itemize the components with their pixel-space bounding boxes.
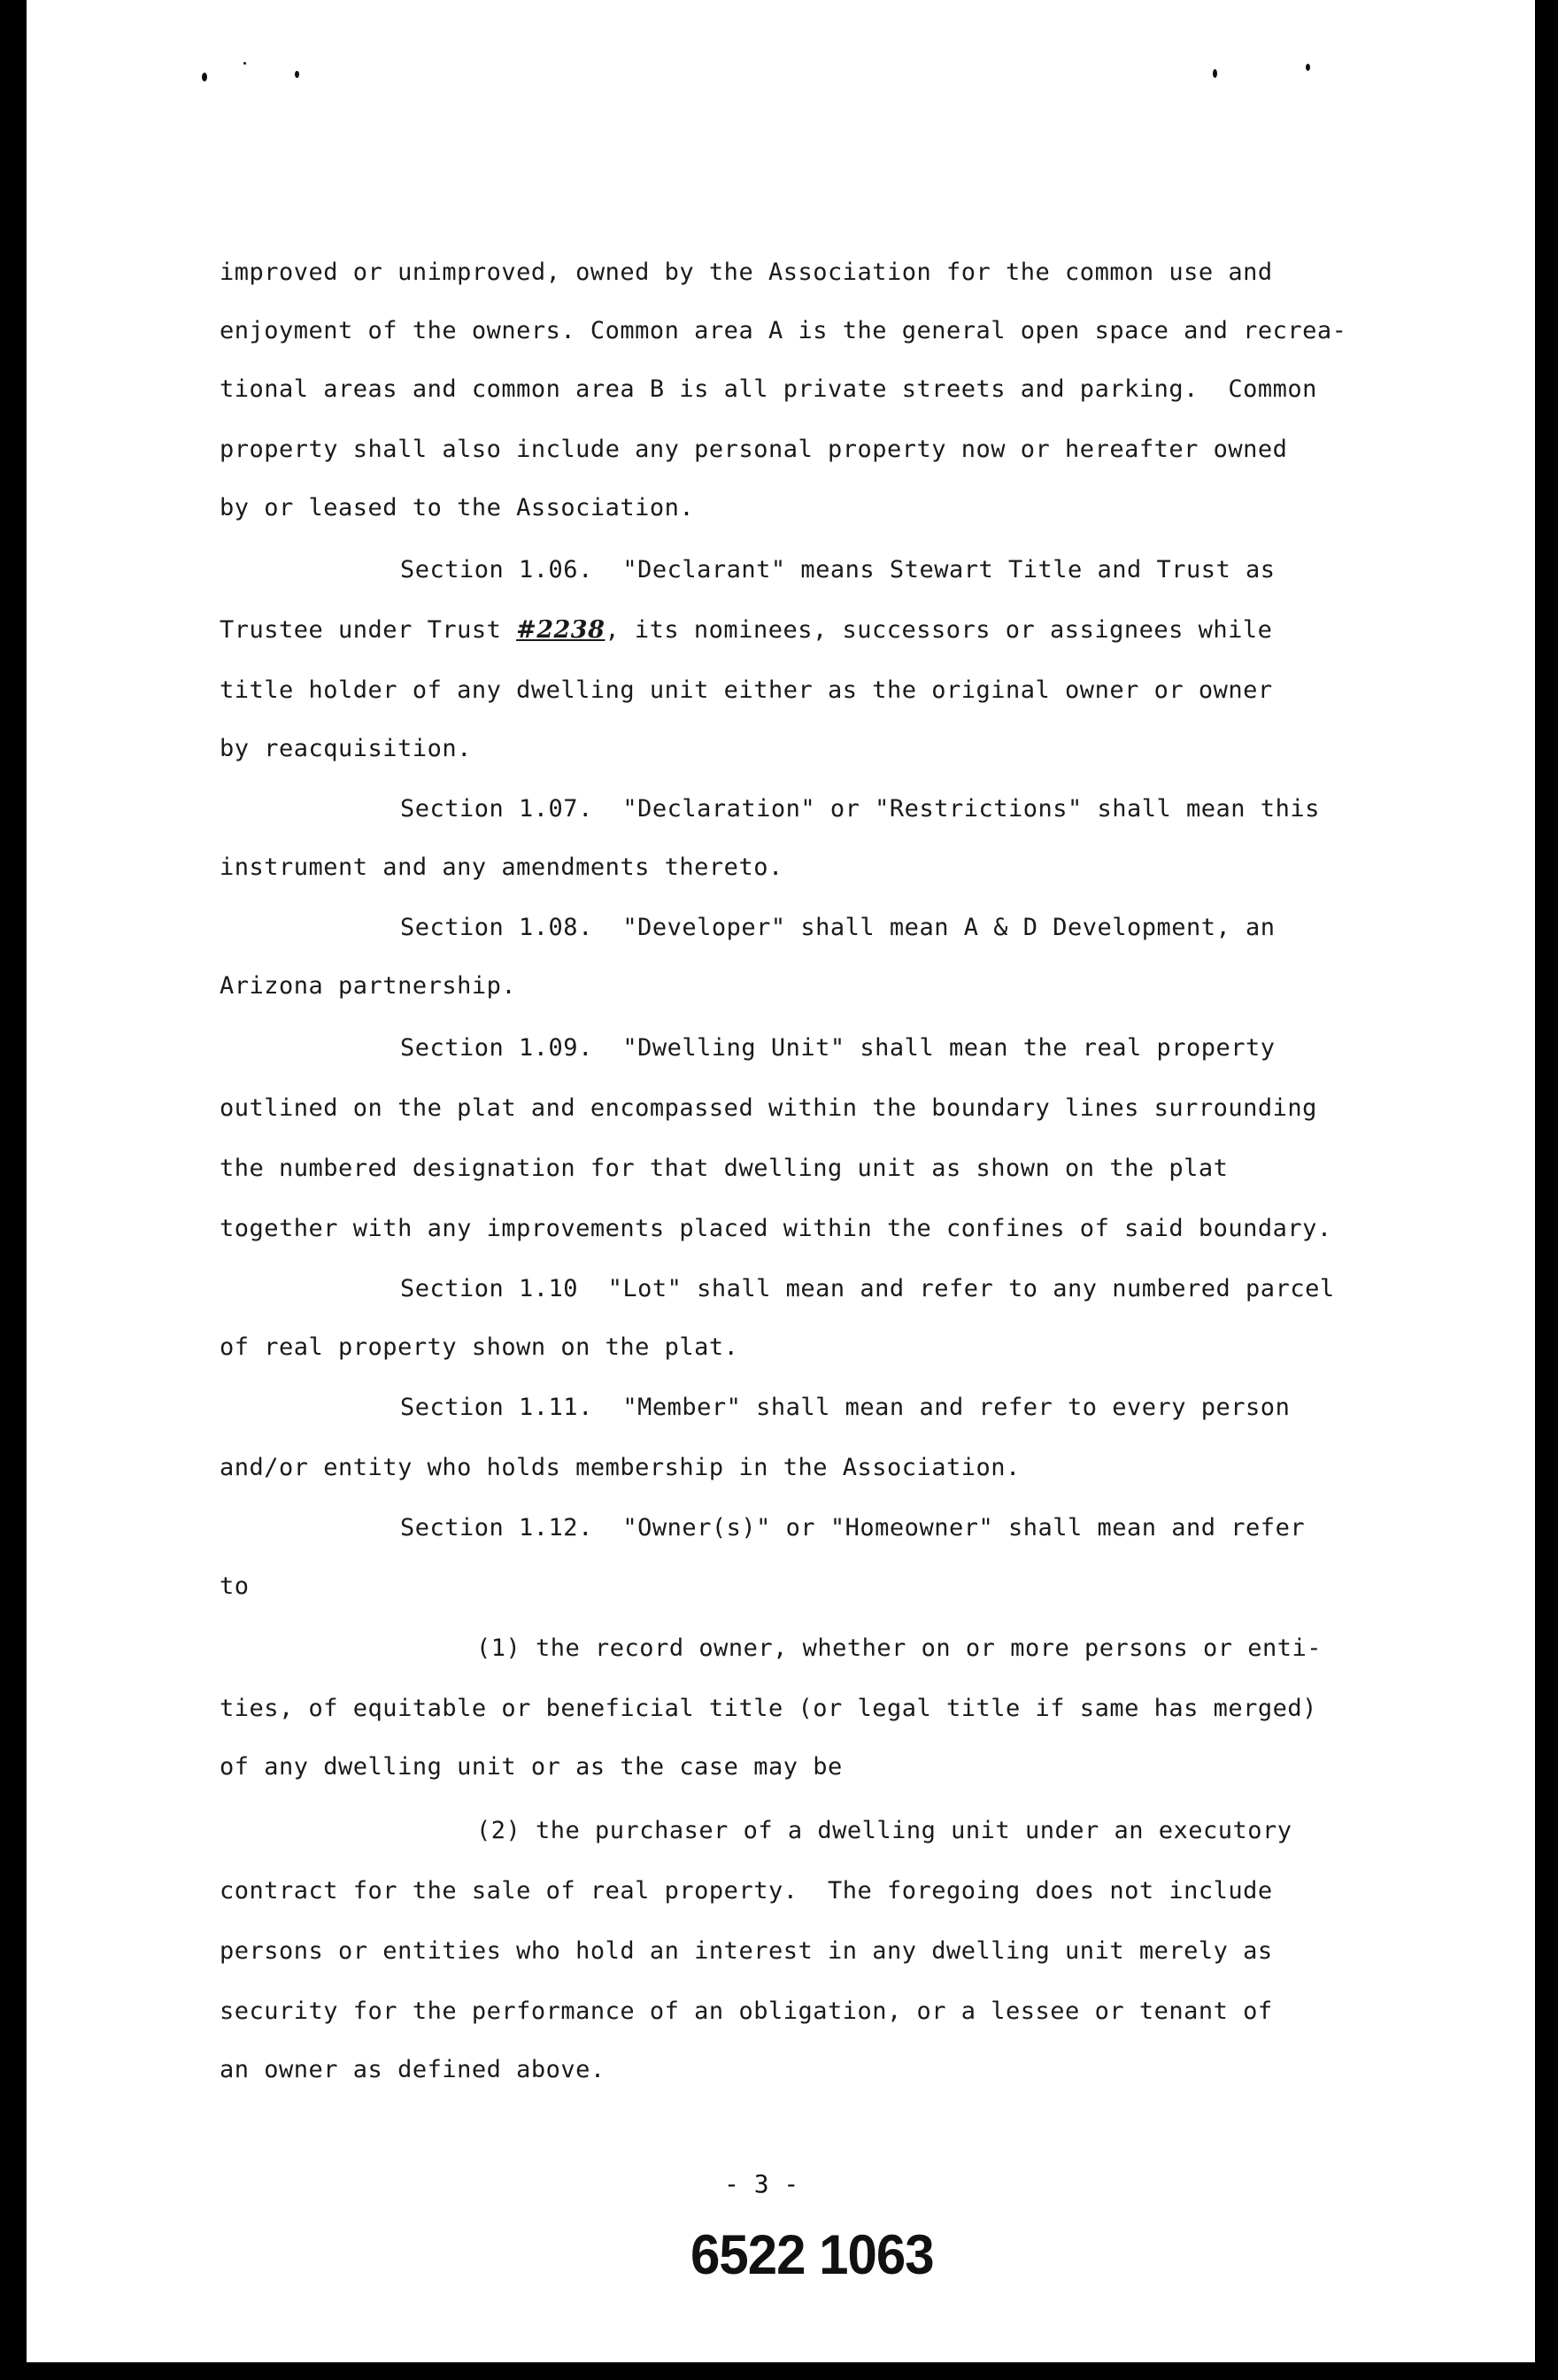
body-line: enjoyment of the owners. Common area A is the general open space and recrea- [220, 317, 1347, 344]
section-heading-line: Section 1.08. "Developer" shall mean A & D Development, an [400, 914, 1276, 941]
body-line: to [220, 1572, 250, 1600]
body-line: security for the performance of an obligation, or a lessee or tenant of [220, 1998, 1273, 2025]
clause-line: (2) the purchaser of a dwelling unit under an executory [476, 1817, 1292, 1844]
page-number: - 3 - [724, 2169, 799, 2198]
trust-prefix: Trustee under Trust [220, 616, 517, 644]
recording-stamp: 6522 1063 [690, 2223, 934, 2286]
scan-speck [1213, 69, 1217, 78]
body-line: outlined on the plat and encompassed within the boundary lines surrounding [220, 1094, 1317, 1122]
body-line: together with any improvements placed within the confines of said boundary. [220, 1215, 1332, 1242]
body-line: ties, of equitable or beneficial title (or legal title if same has merged) [220, 1695, 1317, 1722]
trust-suffix: , its nominees, successors or assignees while [605, 616, 1273, 644]
body-line: and/or entity who holds membership in the Association. [220, 1454, 1021, 1481]
body-line: contract for the sale of real property. The foregoing does not include [220, 1877, 1273, 1905]
clause-line: (1) the record owner, whether on or more persons or enti- [476, 1634, 1323, 1662]
section-heading-line: Section 1.07. "Declaration" or "Restrictions" shall mean this [400, 795, 1320, 823]
body-line: persons or entities who hold an interest in any dwelling unit merely as [220, 1937, 1273, 1965]
trust-number-handwritten: #2238 [516, 616, 605, 644]
body-line: improved or unimproved, owned by the Association for the common use and [220, 259, 1273, 286]
section-heading-line: Section 1.10 "Lot" shall mean and refer to any numbered parcel [400, 1275, 1335, 1302]
section-heading-line: Section 1.12. "Owner(s)" or "Homeowner" shall mean and refer [400, 1514, 1306, 1542]
body-line: by or leased to the Association. [220, 494, 695, 522]
body-line: tional areas and common area B is all private streets and parking. Common [220, 375, 1317, 403]
body-line: instrument and any amendments thereto. [220, 854, 783, 881]
section-heading-line: Section 1.06. "Declarant" means Stewart Title and Trust as [400, 556, 1276, 583]
scan-speck [295, 71, 299, 78]
body-line: by reacquisition. [220, 735, 472, 762]
body-line: of any dwelling unit or as the case may be [220, 1753, 843, 1781]
section-heading-line: Section 1.09. "Dwelling Unit" shall mean the real property [400, 1034, 1276, 1062]
trust-line [220, 616, 1272, 644]
body-line: title holder of any dwelling unit either as the original owner or owner [220, 676, 1273, 704]
body-line: an owner as defined above. [220, 2056, 605, 2083]
body-line: property shall also include any personal property now or hereafter owned [220, 436, 1288, 463]
body-line: the numbered designation for that dwelling unit as shown on the plat [220, 1155, 1229, 1182]
scan-speck [1306, 64, 1310, 71]
section-heading-line: Section 1.11. "Member" shall mean and refer to every person [400, 1394, 1291, 1421]
body-line: of real property shown on the plat. [220, 1333, 739, 1361]
scan-speck [202, 73, 207, 81]
body-line: Arizona partnership. [220, 972, 517, 1000]
scan-speck [243, 62, 246, 65]
